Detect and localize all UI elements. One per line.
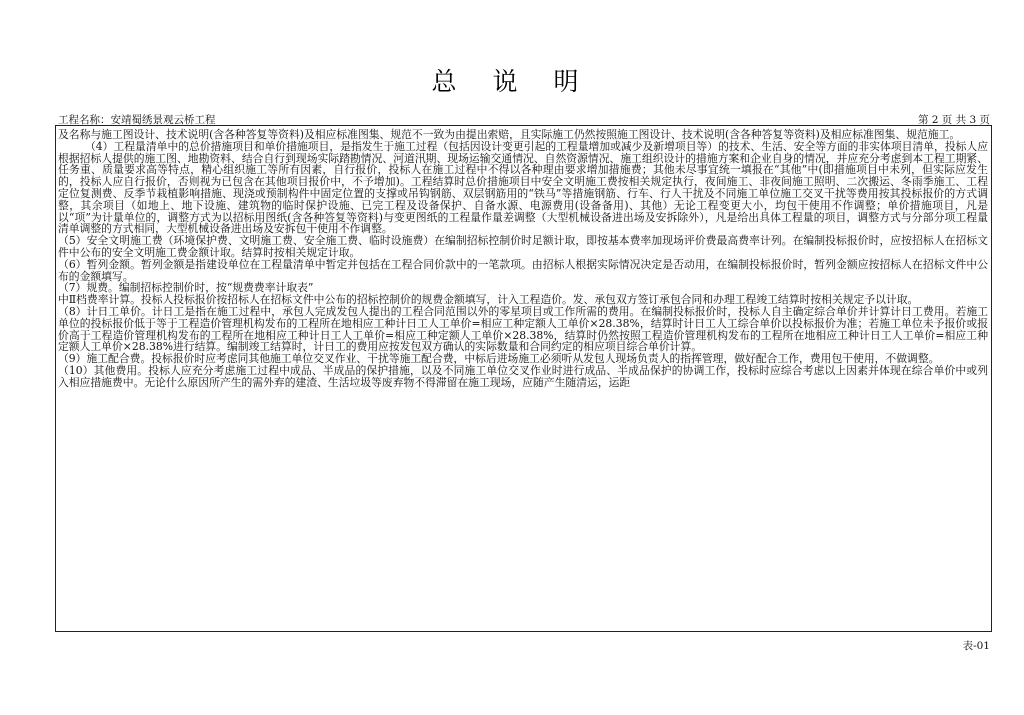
paragraph-statutory-fee: （7）规费。编制招标控制价时，按“规费费率计取表” [58,281,314,295]
content-frame [55,125,992,632]
paragraph-safety-fee: （5）安全文明施工费（环境保护费、文明施工费、安全施工费、临时设施费）在编制招标控制价时足额计取，即按基本费率加现场评价费最高费率计列。在编制投标报价时，应按招标人在招标文件中公布的安全文明施工费金额计取。结算时按相关规定计取。 [58,234,988,259]
paragraph-continuation: 及名称与施工图设计、技术说明(含各种答复等资料)及相应标准图集、规范不一致为由提出索赔，且实际施工仍然按照施工图设计、技术说明(含各种答复等资料)及相应标准图集、规范施工。 [58,128,961,141]
paragraph-measures: （4）工程量清单中的总价措施项目和单价措施项目，是指发生于施工过程（包括因设计变更引起的工程量增加或减少及新增项目等）的技术、生活、安全等方面的非实体项目清单，投标人应根据招标人提供的施工图、地勘资料、结合自行到现场实际踏勘情况、河道汛期、现场运输交通情况、自然资源情况、施工组织设计的措施方案和企业自身的情况，并应充分考虑到本工程工期紧、任务重、质量要求高等特点，精心组织施工等所有因素，自行报价，投标人在施工过程中不得以各种理由要求增加措施费；其他未尽事宜统一填报在“其他”中(即措施项目中未列，但实际应发生的，投标人应自行报价，否则视为已包含在其他项目报价中，不予增加)。工程结算时总价措施项目中安全文明施工费按相关规定执行，夜间施工、非夜间施工照明、二次搬运、冬雨季施工、工程定位复测费、反季节栽植影响措施、现浇或预制构件中固定位置的支撑或吊钩钢筋、双层钢筋用的“铁马”等措施钢筋、行车、行人干扰及不同施工单位施工交叉干扰等费用按其投标报价的方式调整，其余项目（如地上、地下设施、建筑物的临时保护设施、已完工程及设备保护、自备水源、电源费用(设备备用)、其他）无论工程变更大小，均包干使用不作调整；单价措施项目，凡是以“项”为计量单位的，调整方式为以招标用图纸(含各种答复等资料)与变更图纸的工程量作量差调整（大型机械设备进出场及安拆除外），凡是给出具体工程量的项目，调整方式与分部分项工程量清单调整的方式相同，大型机械设备进出场及安拆包干使用不作调整。 [58,139,989,236]
project-name: 工程名称：安靖蜀绣景观云桥工程 [58,114,216,126]
paragraph-statutory-fee-cont: 中Ⅱ档费率计算。投标人投标报价按招标人在招标文件中公布的招标控制价的规费金额填写，计入工程造价。发、承包双方签订承包合同和办理工程竣工结算时按相关规定予以计取。 [58,293,919,307]
paragraph-other-fees: （10）其他费用。投标人应充分考虑施工过程中成品、半成品的保护措施，以及不同施工单位交叉作业时进行成品、半成品保护的协调工作，投标时应综合考虑以上因素并体现在综合单价中或列入相应措施费中。无论什么原因所产生的需外弃的建渣、生活垃圾等废弃物不得滞留在施工现场，应随产生随清运，运距 [58,363,988,389]
form-code: 表-01 [962,640,990,652]
paragraph-coordination-fee: （9）施工配合费。投标报价时应考虑同其他施工单位交叉作业、干扰等施工配合费，中标后进场施工必须听从发包人现场负责人的指挥管理，做好配合工作，费用包干使用，不做调整。 [58,352,940,366]
page-number: 第 2 页 共 3 页 [917,114,990,126]
paragraph-provisional-sum: （6）暂列金额。暂列金额是指建设单位在工程量清单中暂定并包括在工程合同价款中的一笔款项。由招标人根据实际情况决定是否动用，在编制投标报价时，暂列金额应按招标人在招标文件中公布的金额填写。 [58,257,988,283]
page-title: 总 说 明 [431,67,593,96]
paragraph-dayworks: （8）计日工单价。计日工是指在施工过程中，承包人完成发包人提出的工程合同范围以外的零星项目或工作所需的费用。在编制投标报价时，投标人自主确定综合单价并计算计日工费用。若施工单位的投标报价低于等于工程造价管理机构发布的工程所在地相应工种计日工人工单价=相应工种定额人工单价×28.38%，结算时计日工人工综合单价以投标报价为准；若施工单位未予报价或报价高于工程造价管理机构发布的工程所在地相应工种计日工人工单价=相应工种定额人工单价×28.38%，结算时仍然按照工程造价管理机构发布的工程所在地相应工种计日工人工单价=相应工种定额人工单价×28.38%进行结算。编制竣工结算时，计日工的费用应按发包双方确认的实际数量和合同约定的相应项目综合单价计算。 [58,304,988,354]
content-body [58,129,988,389]
